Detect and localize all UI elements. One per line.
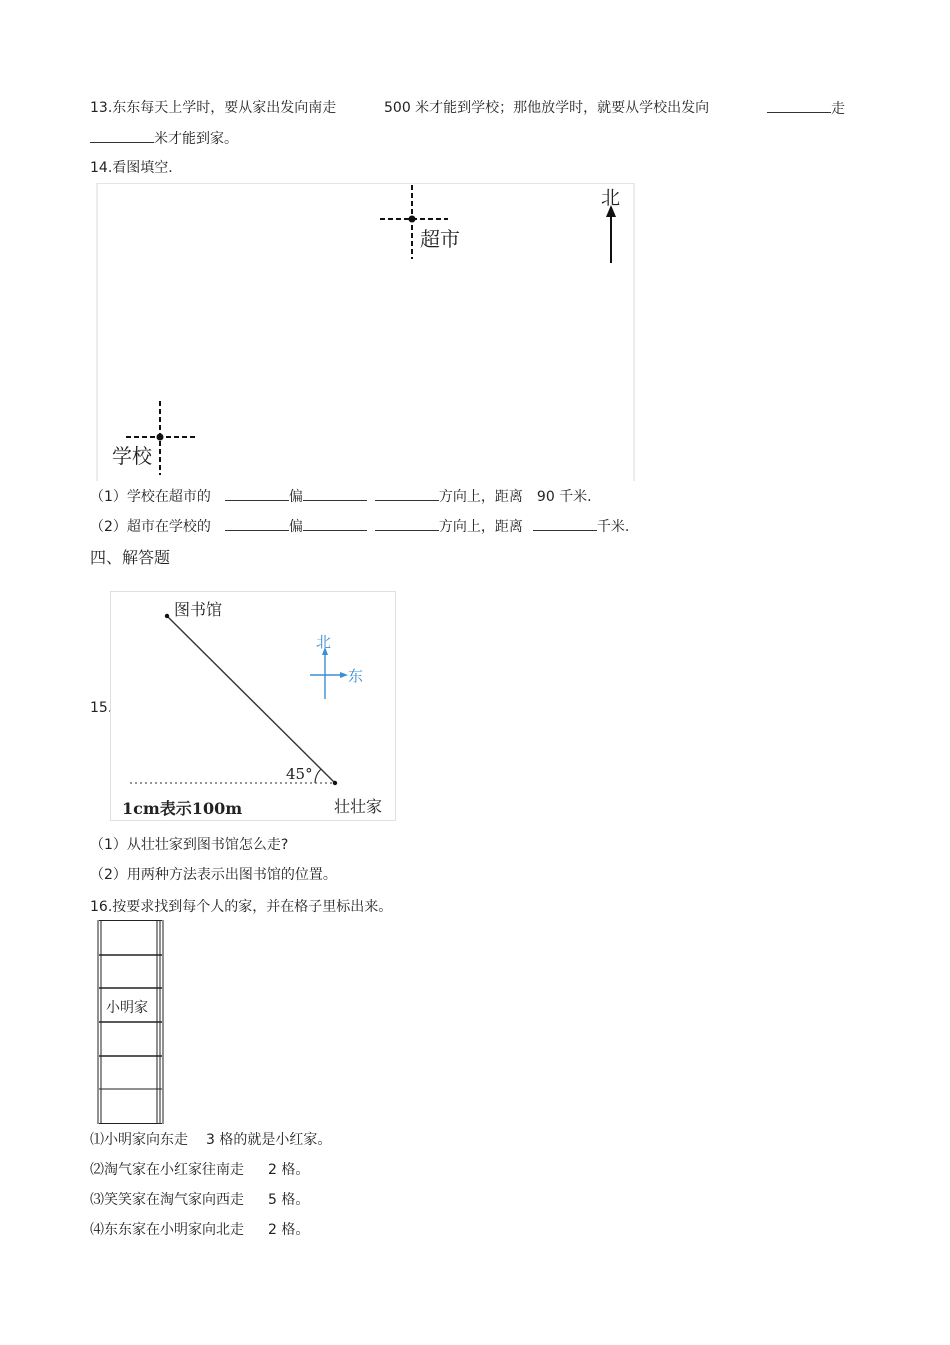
q14-sub1-blank-3[interactable]: [375, 486, 439, 501]
library-dot: [165, 614, 169, 618]
q16-item-4-text-b: 2 格。: [268, 1222, 310, 1238]
q14-sub1-blank-2[interactable]: [303, 486, 367, 501]
q14-sub2-blank-3[interactable]: [375, 516, 439, 531]
home-label: 壮壮家: [334, 797, 383, 816]
angle-label: 45°: [286, 765, 313, 783]
q15-number: 15.: [90, 700, 113, 716]
q14-sub1-text-c: 方向上，距离: [438, 489, 523, 505]
q13-line1: [90, 98, 336, 118]
q14-sub1-text-a: （1）学校在超市的: [90, 489, 211, 505]
north-arrow-icon: [606, 205, 616, 263]
compass-icon: [310, 647, 348, 699]
q16-item-2: [90, 1160, 309, 1180]
q15-sub1: （1）从壮壮家到图书馆怎么走?: [90, 837, 289, 853]
q14-sub2: [90, 516, 629, 536]
compass-north-label: 北: [316, 633, 332, 651]
q13-text-c: 走: [831, 101, 845, 117]
q16-item-1-text-b: 3 格的就是小红家。: [206, 1132, 332, 1148]
q13-text-b: 500 米才能到学校；那他放学时，就要从学校出发向: [384, 100, 710, 116]
q16-item-2-text-a: ⑵淘气家在小红家往南走: [90, 1162, 244, 1178]
home-dot: [333, 781, 337, 785]
school-label: 学校: [112, 444, 152, 468]
q16-item-3-text-b: 5 格。: [268, 1192, 310, 1208]
q14-figure: [96, 183, 636, 481]
supermarket-label: 超市: [420, 227, 460, 251]
q16-item-3-text-a: ⑶笑笑家在淘气家向西走: [90, 1192, 244, 1208]
q13-text-d: 米才能到家。: [154, 131, 238, 147]
q14-title: 14.看图填空.: [90, 160, 173, 176]
q13-blank-distance[interactable]: [90, 128, 154, 143]
q14-sub2-blank-1[interactable]: [225, 516, 289, 531]
q14-sub2-text-d: 千米.: [596, 519, 630, 535]
q16-grid: [96, 920, 168, 1125]
q13-blank-direction-wrap: [767, 98, 845, 119]
q13-line2: [90, 128, 238, 148]
q14-sub2-text-a: （2）超市在学校的: [90, 519, 211, 535]
library-path-line: [167, 616, 335, 783]
north-label: 北: [601, 187, 621, 209]
q13-blank-direction[interactable]: [767, 98, 831, 113]
q14-sub1-text-b: 偏: [288, 489, 303, 505]
q16-item-1-text-a: ⑴小明家向东走: [90, 1132, 188, 1148]
q16-item-1: [90, 1130, 331, 1150]
q16-title: 16.按要求找到每个人的家，并在格子里标出来。: [90, 899, 393, 915]
q16-item-3: [90, 1190, 309, 1210]
q14-sub2-text-c: 方向上，距离: [438, 519, 523, 535]
q15-figure: [110, 591, 397, 822]
q15-sub2: （2）用两种方法表示出图书馆的位置。: [90, 867, 337, 883]
section-4-title: 四、解答题: [90, 548, 171, 567]
q14-sub2-text-b: 偏: [288, 519, 303, 535]
grid-label-xiaoming-home: 小明家: [106, 1000, 148, 1016]
angle-arc: [315, 769, 321, 783]
q13-text-a: 13.东东每天上学时，要从家出发向南走: [90, 100, 337, 116]
q14-sub1-text-d: 90 千米.: [536, 489, 592, 505]
q14-sub2-blank-2[interactable]: [303, 516, 367, 531]
library-label: 图书馆: [174, 600, 223, 619]
q16-item-2-text-b: 2 格。: [268, 1162, 310, 1178]
compass-east-label: 东: [348, 667, 364, 685]
grid-row-lines: [99, 955, 162, 1089]
q16-item-4: [90, 1220, 309, 1240]
q14-sub1: [90, 486, 592, 506]
q16-item-4-text-a: ⑷东东家在小明家向北走: [90, 1222, 244, 1238]
q14-sub2-blank-4[interactable]: [533, 516, 597, 531]
q14-sub1-blank-1[interactable]: [225, 486, 289, 501]
scale-label: 1cm表示100m: [122, 799, 243, 818]
